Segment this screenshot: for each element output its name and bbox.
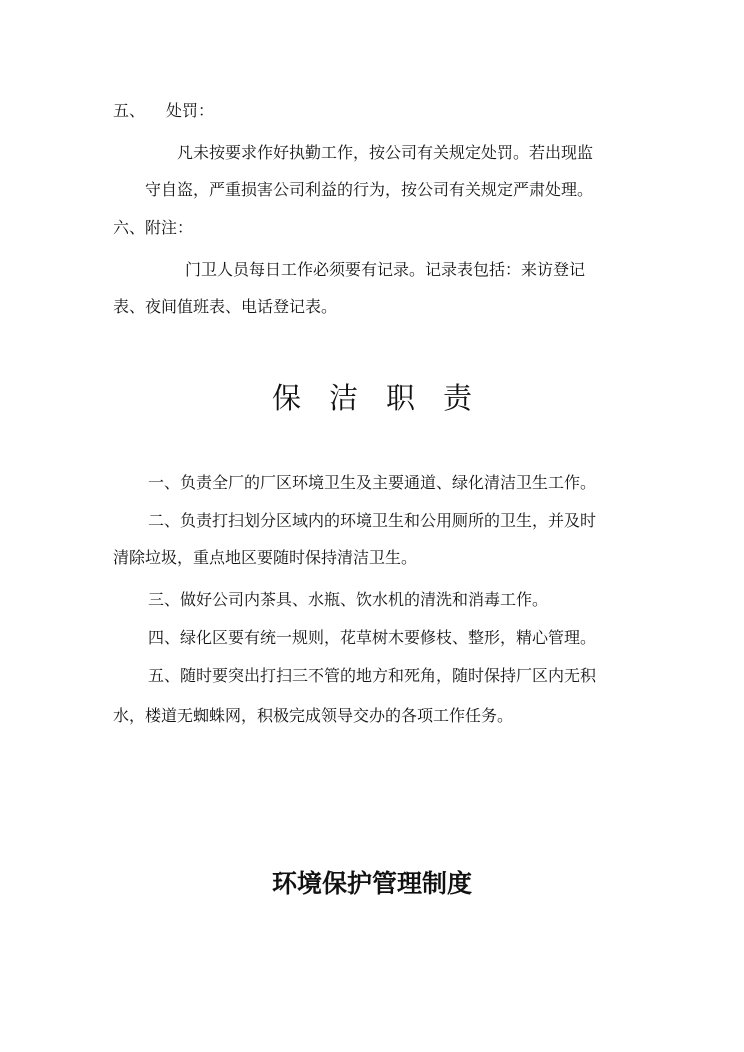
cleaning-item-5-line2: 水，楼道无蜘蛛网，积极完成领导交办的各项工作任务。 <box>113 706 514 725</box>
environmental-management-title: 环境保护管理制度 <box>271 869 472 898</box>
section5-paragraph-line1: 凡未按要求作好执勤工作，按公司有关规定处罚。若出现监 <box>177 143 594 162</box>
section5-number: 五、 <box>113 101 146 120</box>
section5-title: 处罚： <box>166 101 215 120</box>
cleaning-item-2-line2: 清除垃圾，重点地区要随时保持清洁卫生。 <box>113 548 418 567</box>
section6-heading: 六、附注： <box>113 218 194 237</box>
cleaning-item-3: 三、做好公司内茶具、水瓶、饮水机的清洗和消毒工作。 <box>148 590 549 609</box>
section6-paragraph-line1: 门卫人员每日工作必须要有记录。记录表包括：来访登记 <box>185 260 586 279</box>
cleaning-item-2-line1: 二、负责打扫划分区域内的环境卫生和公用厕所的卫生，并及时 <box>148 511 597 530</box>
cleaning-duties-title: 保洁职责 <box>271 381 500 415</box>
section6-paragraph-line2: 表、夜间值班表、电话登记表。 <box>113 297 338 316</box>
cleaning-item-4: 四、绿化区要有统一规则，花草树木要修枝、整形，精心管理。 <box>148 628 597 647</box>
cleaning-item-5-line1: 五、随时要突出打扫三不管的地方和死角，随时保持厂区内无积 <box>148 666 597 685</box>
cleaning-item-1: 一、负责全厂的厂区环境卫生及主要通道、绿化清洁卫生工作。 <box>148 473 597 492</box>
section5-paragraph-line2: 守自盗，严重损害公司利益的行为，按公司有关规定严肃处理。 <box>145 180 594 199</box>
